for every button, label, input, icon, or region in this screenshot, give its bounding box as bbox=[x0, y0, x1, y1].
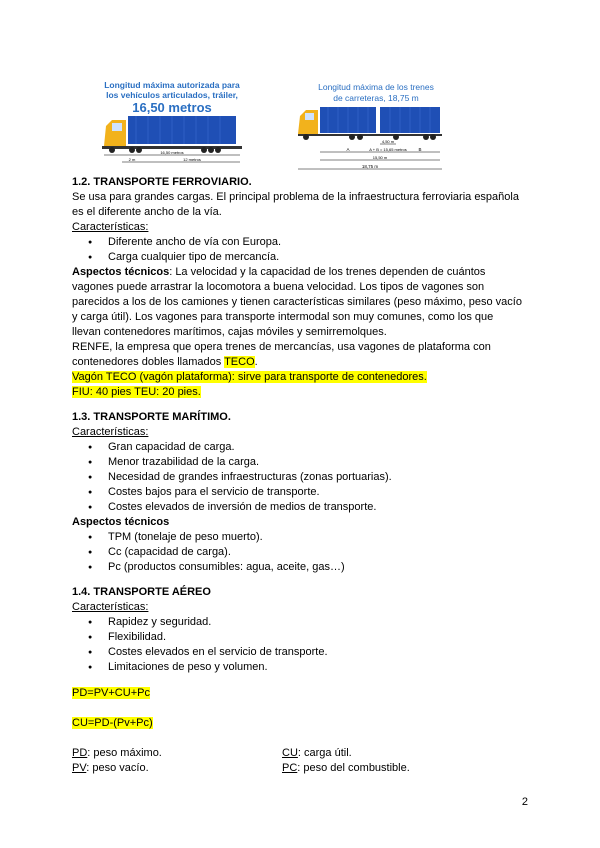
figure-articulated-truck bbox=[92, 76, 252, 168]
rail-renfe-line-2 bbox=[72, 355, 258, 370]
air-bullet-3: Costes elevados en el servicio de transporte. bbox=[108, 646, 328, 658]
rail-teco-line bbox=[72, 370, 427, 385]
fig-left-title-1: Longitud máxima autorizada para bbox=[104, 80, 240, 90]
rail-bullet-2: Carga cualquier tipo de mercancía. bbox=[108, 251, 280, 263]
fig-right-dim-mid: 15,50 m bbox=[372, 155, 388, 160]
fig-right-dim-b: B bbox=[418, 147, 422, 152]
fig-left-dim-left: 2 m bbox=[128, 157, 136, 162]
fig-right-dim-inner: 4,50 m bbox=[381, 139, 395, 144]
rail-fiu-line bbox=[72, 385, 201, 400]
legend-cu-abbr: CU bbox=[282, 747, 298, 759]
sea-char-label: Características: bbox=[72, 426, 149, 438]
legend-pd-abbr: PD bbox=[72, 747, 88, 759]
rail-renfe-line-1: RENFE, la empresa que opera trenes de mercancías, usa vagones de plataforma con bbox=[72, 341, 491, 353]
road-train-illustration bbox=[296, 80, 446, 176]
rail-tech-line-2: vagones puede arrastrar la locomotora a buena velocidad. Los tipos de vagones son bbox=[72, 281, 485, 293]
heading-sea: 1.3. TRANSPORTE MARÍTIMO. bbox=[72, 411, 231, 423]
sea-bullet-4: Costes bajos para el servicio de transporte. bbox=[108, 486, 320, 498]
fig-left-dim-total: 16,50 metros bbox=[160, 150, 184, 155]
legend-cu-text: : carga útil. bbox=[297, 747, 352, 759]
sea-bullet-5: Costes elevados de inversión de medios de transporte. bbox=[108, 501, 377, 513]
sea-bullet-1: Gran capacidad de carga. bbox=[108, 441, 235, 453]
sea-tech-label: Aspectos técnicos bbox=[72, 516, 170, 528]
legend-cu bbox=[282, 746, 352, 761]
legend-pv bbox=[72, 761, 149, 776]
fig-left-title-2: los vehículos articulados, tráiler, bbox=[106, 90, 238, 100]
sea-tech-bullet-2: Cc (capacidad de carga). bbox=[108, 546, 231, 558]
rail-teco-text: Vagón TECO (vagón plataforma): sirve para transporte de contenedores. bbox=[72, 371, 427, 383]
rail-char-label: Características: bbox=[72, 221, 149, 233]
sea-tech-bullet-3: Pc (productos consumibles: agua, aceite, gas…) bbox=[108, 561, 345, 573]
legend-pc-abbr: PC bbox=[282, 762, 298, 774]
rail-tech-line-3: parecidos a los de los camiones y tienen características similares (peso máximo, peso vacío bbox=[72, 296, 522, 308]
legend-pv-text: : peso vacío. bbox=[86, 762, 149, 774]
air-char-label: Características: bbox=[72, 601, 149, 613]
rail-tech-line-4: y carga útil). Los vagones para transporte intermodal son muy comunes, como los que bbox=[72, 311, 494, 323]
air-bullet-1: Rapidez y seguridad. bbox=[108, 616, 212, 628]
rail-tech-label: Aspectos técnicos bbox=[72, 266, 170, 278]
fig-left-title-3: 16,50 metros bbox=[132, 100, 212, 115]
fig-right-dim-formula: A + B = 15,65 metros bbox=[369, 147, 407, 152]
rail-tech-line1-rest: : La velocidad y la capacidad de los trenes dependen de cuántos bbox=[169, 266, 486, 278]
legend-pc bbox=[282, 761, 410, 776]
fig-right-dim-total: 18,75 m bbox=[361, 164, 379, 169]
sea-bullet-2: Menor trazabilidad de la carga. bbox=[108, 456, 260, 468]
rail-tech-line-1 bbox=[72, 265, 485, 280]
rail-intro-2: es el diferente ancho de la vía. bbox=[72, 206, 222, 218]
air-bullet-4: Limitaciones de peso y volumen. bbox=[108, 661, 268, 673]
legend-pd-text: : peso máximo. bbox=[87, 747, 162, 759]
sea-bullet-3: Necesidad de grandes infraestructuras (zonas portuarias). bbox=[108, 471, 392, 483]
rail-bullet-1: Diferente ancho de vía con Europa. bbox=[108, 236, 282, 248]
articulated-truck-illustration bbox=[92, 76, 252, 168]
legend-pv-abbr: PV bbox=[72, 762, 87, 774]
rail-teco-highlight: TECO bbox=[224, 356, 255, 368]
rail-renfe-pre: contenedores dobles llamados bbox=[72, 356, 225, 368]
rail-renfe-post: . bbox=[254, 356, 258, 368]
figure-road-train bbox=[296, 80, 446, 176]
rail-fiu-text: FIU: 40 pies TEU: 20 pies. bbox=[72, 386, 201, 398]
formula-cu-text: CU=PD-(Pv+Pc) bbox=[72, 717, 153, 729]
formula-pd-text: PD=PV+CU+Pc bbox=[72, 687, 150, 699]
heading-air: 1.4. TRANSPORTE AÉREO bbox=[72, 586, 211, 598]
fig-right-title-2: de carreteras, 18,75 m bbox=[333, 93, 419, 103]
heading-rail: 1.2. TRANSPORTE FERROVIARIO. bbox=[72, 176, 252, 188]
fig-right-dim-a: A bbox=[346, 147, 350, 152]
rail-intro-1: Se usa para grandes cargas. El principal problema de la infraestructura ferroviaria española bbox=[72, 191, 519, 203]
sea-tech-bullet-1: TPM (tonelaje de peso muerto). bbox=[108, 531, 263, 543]
air-bullet-2: Flexibilidad. bbox=[108, 631, 167, 643]
legend-pc-text: : peso del combustible. bbox=[297, 762, 410, 774]
formula-pd bbox=[72, 686, 150, 701]
formula-cu bbox=[72, 716, 153, 731]
rail-tech-line-5: llevan contenedores marítimos, cajas móviles y semirremolques. bbox=[72, 326, 387, 338]
legend-pd bbox=[72, 746, 162, 761]
fig-left-dim-right: 12 metros bbox=[183, 157, 201, 162]
page-number: 2 bbox=[521, 796, 528, 808]
fig-right-title-1: Longitud máxima de los trenes bbox=[318, 82, 434, 92]
